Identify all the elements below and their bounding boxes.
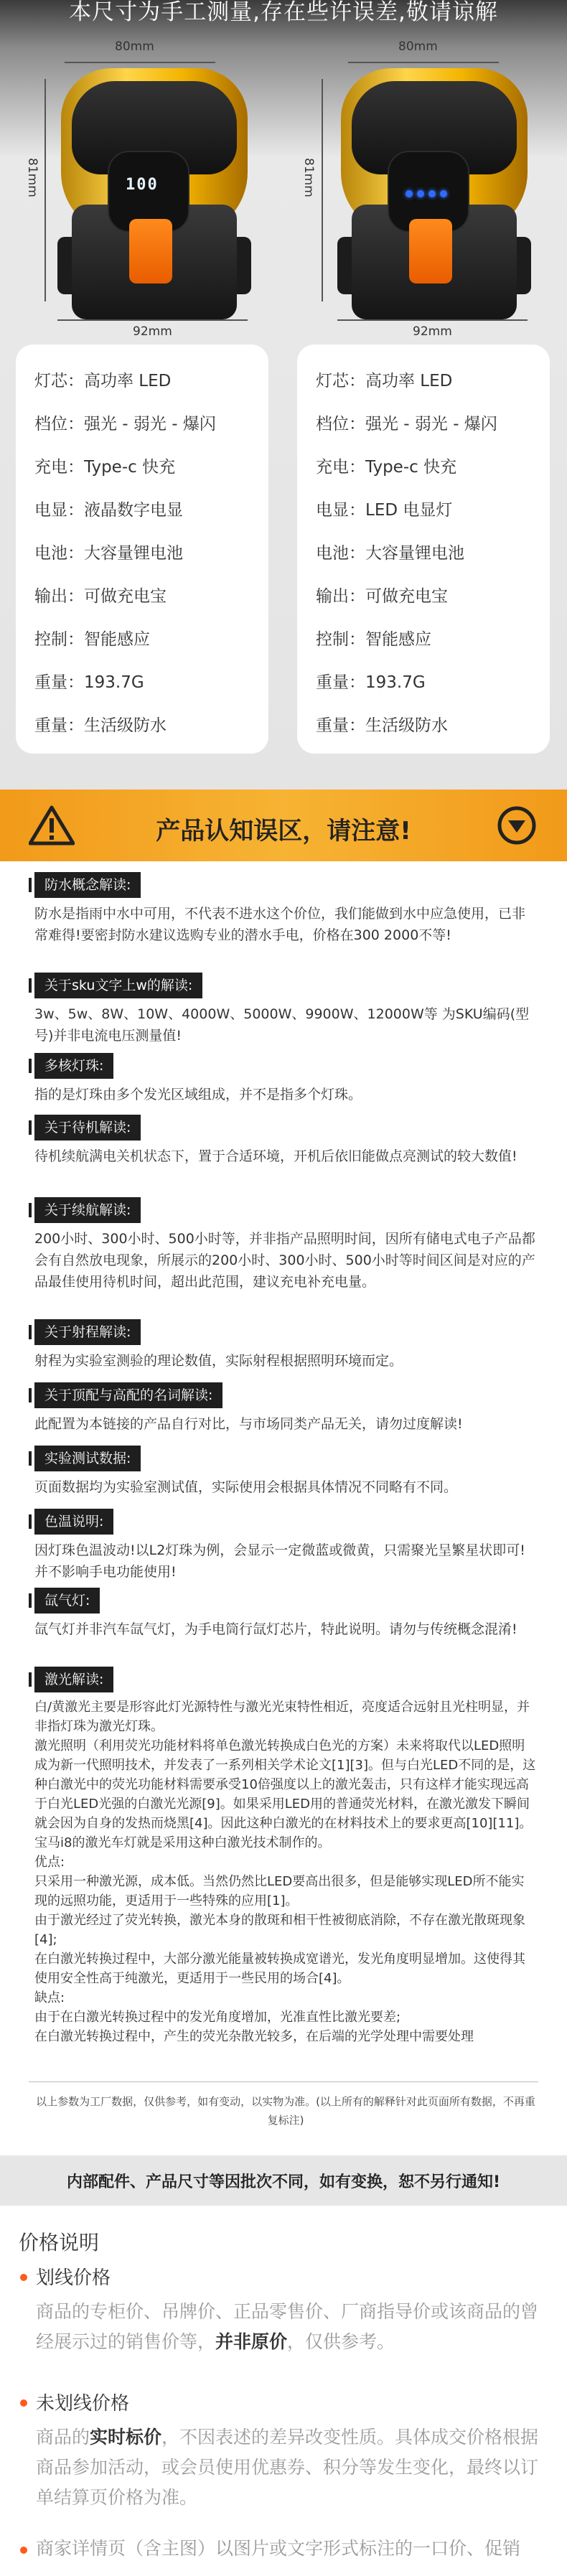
spec-row: 控制：智能感应 <box>34 630 150 649</box>
height-label: 81mm <box>25 158 39 197</box>
price-heading-normal: 未划线价格 <box>36 2393 130 2415</box>
tag-standby: 关于待机解读: <box>34 1115 141 1141</box>
para-sku-w: 3w、5w、8W、10W、4000W、5000W、9900W、12000W等 为SKU编码(型号)并非电流电压测量值! <box>34 1006 530 1044</box>
tag-waterproof: 防水概念解读: <box>34 872 141 898</box>
para-endurance: 200小时、300小时、500小时等，并非指产品照明时间，因所有储电式电子产品都会有自然放电现象，所展示的200小时、300小时、500小时等时间区间是对应的产品最佳使用待机时间，超出此范围，建议充电补充电量。 <box>34 1231 535 1290</box>
price-info-title: 价格说明 <box>19 2231 100 2254</box>
top-width-label: 80mm <box>115 39 154 54</box>
divider <box>29 2081 538 2082</box>
spec-row: 电显：LED 电显灯 <box>316 501 453 520</box>
power-button-2 <box>409 219 452 284</box>
spec-row: 档位：强光 - 弱光 - 爆闪 <box>316 415 497 434</box>
price-text-trailing: 商家详情页（含主图）以图片或文字形式标注的一口价、促销 <box>36 2538 521 2559</box>
footnote: 以上参数为工厂数据，仅供参考，如有变动，以实物为准。(以上所有的解释针对此页面所有数据，不再重复标注) <box>36 2095 535 2127</box>
bottom-width-label-2: 92mm <box>413 324 452 339</box>
top-width-line <box>65 62 215 63</box>
tag-endurance: 关于续航解读: <box>34 1197 141 1223</box>
spec-row: 电显：液晶数字电显 <box>34 501 183 520</box>
tag-xenon: 氙气灯: <box>34 1588 100 1613</box>
para-standby: 待机续航满电关机状态下，置于合适环境，开机后依旧能做点亮测试的较大数值! <box>34 1148 517 1164</box>
spec-row: 输出：可做充电宝 <box>316 587 448 606</box>
para-multicore: 指的是灯珠由多个发光区域组成，并不是指多个灯珠。 <box>34 1087 362 1102</box>
digital-display: 100 <box>126 176 159 194</box>
height-label-2: 81mm <box>301 158 316 197</box>
bottom-width-line-2 <box>337 319 528 321</box>
tag-sku-w: 关于sku文字上w的解读: <box>34 973 202 998</box>
spec-row: 电池：大容量锂电池 <box>34 544 183 563</box>
tag-test-data: 实验测试数据: <box>34 1446 141 1471</box>
notice-bar <box>0 2155 567 2206</box>
led-indicator-dots <box>406 187 456 195</box>
spec-row: 灯芯：高功率 LED <box>316 372 453 390</box>
height-line-2 <box>322 79 323 301</box>
tag-range: 关于射程解读: <box>34 1319 141 1345</box>
spec-row: 档位：强光 - 弱光 - 爆闪 <box>34 415 216 434</box>
chevron-down-circle-icon <box>497 805 537 846</box>
height-line <box>44 79 46 301</box>
bullet-dot <box>20 2547 27 2554</box>
product-dimension-section <box>0 0 567 790</box>
bottom-width-label: 92mm <box>133 324 172 339</box>
top-width-line-2 <box>348 62 499 63</box>
spec-row: 控制：智能感应 <box>316 630 431 649</box>
banner-title: 产品认知误区，请注意! <box>156 817 411 846</box>
power-button <box>129 219 172 284</box>
spec-row: 充电：Type-c 快充 <box>34 458 176 477</box>
para-laser: 白/黄激光主要是形容此灯光源特性与激光光束特性相近，亮度适合远射且光柱明显，并非指灯珠为激光灯珠。 激光照明（利用荧光功能材料将单色激光转换成白色光的方案）未来将取代以LED照明成为新一代照明技术，并发表了一系列相关学术论文[1][3]。但与白光LED不同的是，这种白激光中的荧光功能材料需要承受10倍强度以上的激光轰击，只有这样才能实现远高于白光LED光强的白激光光源[9]。如果采用LED用的普通荧光材料，在激光激发下瞬间就会因为自身的发热而烧黑[4]。因此这种白激光的在材料技术上的要求更高[10][11]。宝马i8的激光车灯就是采用这种白激光技术制作的。 优点: 只采用一种激光源，成本低。当然仍然比LED要高出很多，但是能够实现LED所不能实现的远照功能，更适用于一些特殊的应用[1]。 由于激光经过了荧光转换，激光本身的散斑和相干性被彻底消除，不存在激光散斑现象[4]; 在白激光转换过程中，大部分激光能量被转换成宽谱光，发光角度明显增加。这使得其使用安全性高于纯激光，更适用于一些民用的场合[4]。 缺点: 由于在白激光转换过程中的发光角度增加，光准直性比激光要差; 在白激光转换过程中，产生的荧光杂散光较多，在后端的光学处理中需要处理 <box>34 1700 536 2044</box>
spec-row: 灯芯：高功率 LED <box>34 372 172 390</box>
tag-multicore: 多核灯珠: <box>34 1053 113 1079</box>
spec-row: 电池：大容量锂电池 <box>316 544 464 563</box>
spec-row: 重量：193.7G <box>316 673 426 692</box>
spec-card-right <box>297 345 550 754</box>
warning-banner <box>0 790 567 861</box>
headlamp-image-led <box>337 68 531 312</box>
para-waterproof: 防水是指雨中水中可用，不代表不进水这个价位，我们能做到水中应急使用，已非常难得!要密封防水建议选购专业的潜水手电，价格在300 2000不等! <box>34 906 526 943</box>
spec-row: 充电：Type-c 快充 <box>316 458 457 477</box>
top-width-label-2: 80mm <box>398 39 438 54</box>
spec-row: 重量：193.7G <box>34 673 144 692</box>
para-xenon: 氙气灯并非汽车氙气灯，为手电筒行氙灯芯片，特此说明。请勿与传统概念混淆! <box>34 1621 517 1637</box>
page-title: 本尺寸为手工测量,存在些许误差,敬请谅解 <box>69 0 498 25</box>
spec-card-left <box>16 345 268 754</box>
para-range: 射程为实验室测验的理论数值，实际射程根据照明环境而定。 <box>34 1353 403 1369</box>
tag-laser: 激光解读: <box>34 1667 113 1692</box>
para-color-temp: 因灯珠色温波动!以L2灯珠为例，会显示一定微蓝或微黄，只需聚光呈繁星状即可!并不影响手电功能使用! <box>34 1542 525 1580</box>
spec-row: 重量：生活级防水 <box>316 716 448 735</box>
tag-config: 关于顶配与高配的名词解读: <box>34 1382 222 1408</box>
price-text-normal: 商品的实时标价，不因表述的差异改变性质。具体成交价格根据商品参加活动，或会员使用优惠券、积分等发生变化，最终以订单结算页价格为准。 <box>36 2427 539 2508</box>
bullet-dot <box>20 2274 27 2281</box>
notice-text: 内部配件、产品尺寸等因批次不同，如有变换，恕不另行通知! <box>66 2173 501 2191</box>
bullet-dot <box>20 2399 27 2407</box>
para-test-data: 页面数据均为实验室测试值，实际使用会根据具体情况不同略有不同。 <box>34 1479 458 1495</box>
tag-color-temp: 色温说明: <box>34 1509 113 1535</box>
headlamp-image-digital <box>57 68 251 312</box>
spec-row: 输出：可做充电宝 <box>34 587 167 606</box>
bottom-width-line <box>57 319 248 321</box>
price-text-strike: 商品的专柜价、吊牌价、正品零售价、厂商指导价或该商品的曾经展示过的销售价等，并非原价，仅供参考。 <box>36 2301 539 2352</box>
para-config: 此配置为本链接的产品自行对比，与市场同类产品无关，请勿过度解读! <box>34 1416 463 1432</box>
price-heading-strike: 划线价格 <box>36 2267 111 2289</box>
spec-row: 重量：生活级防水 <box>34 716 167 735</box>
